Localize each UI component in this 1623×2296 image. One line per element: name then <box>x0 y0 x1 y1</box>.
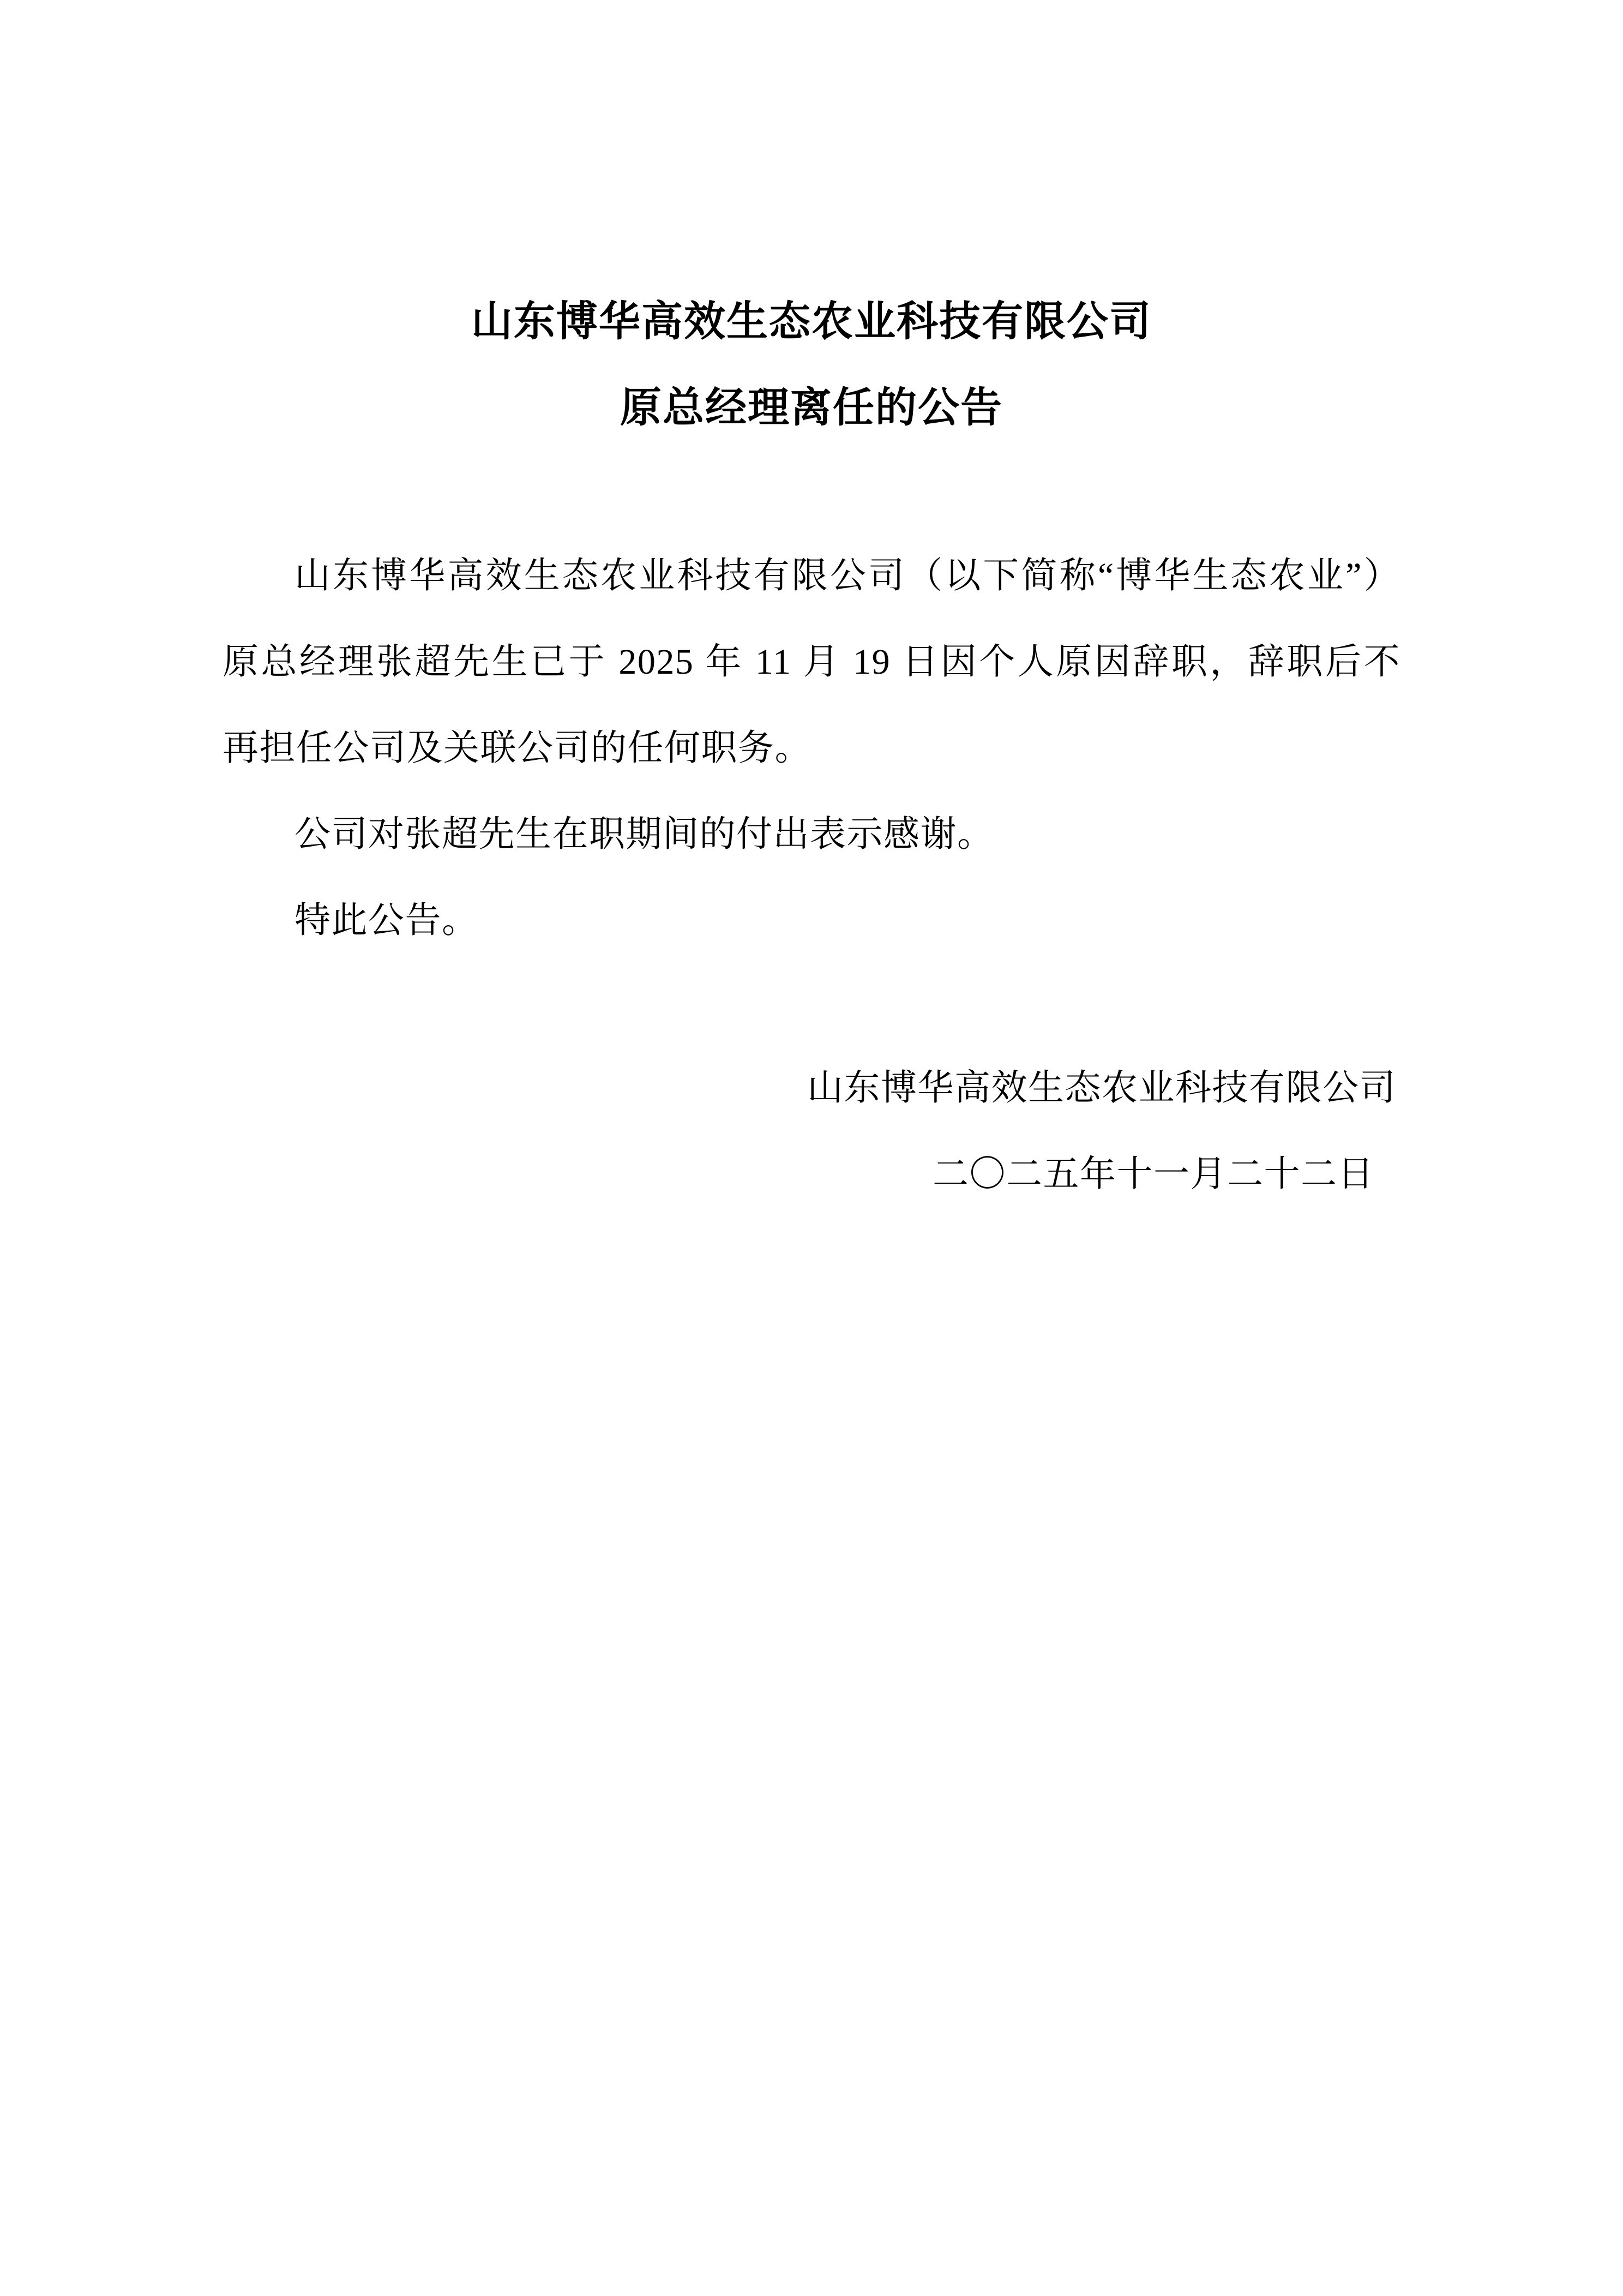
signature-date: 二〇二五年十一月二十二日 <box>933 1154 1374 1194</box>
signature-block <box>223 1045 1400 1218</box>
announcement-body <box>223 533 1400 964</box>
body-line-thanks: 公司对张超先生在职期间的付出表示感谢。 <box>294 814 994 854</box>
body-line-intro: 山东博华高效生态农业科技有限公司（以下简称“博华生态农业”） <box>294 556 1400 596</box>
signature-company-name: 山东博华高效生态农业科技有限公司 <box>807 1068 1396 1108</box>
body-line-no-positions: 再担任公司及关联公司的任何职务。 <box>223 728 812 768</box>
doc-title-company: 山东博华高效生态农业科技有限公司 <box>471 299 1152 345</box>
doc-title-announcement: 原总经理离任的公告 <box>620 385 1003 431</box>
body-line-hereby: 特此公告。 <box>294 901 479 940</box>
body-line-resignation: 原总经理张超先生已于 2025 年 11 月 19 日因个人原因辞职，辞职后不 <box>223 642 1400 682</box>
